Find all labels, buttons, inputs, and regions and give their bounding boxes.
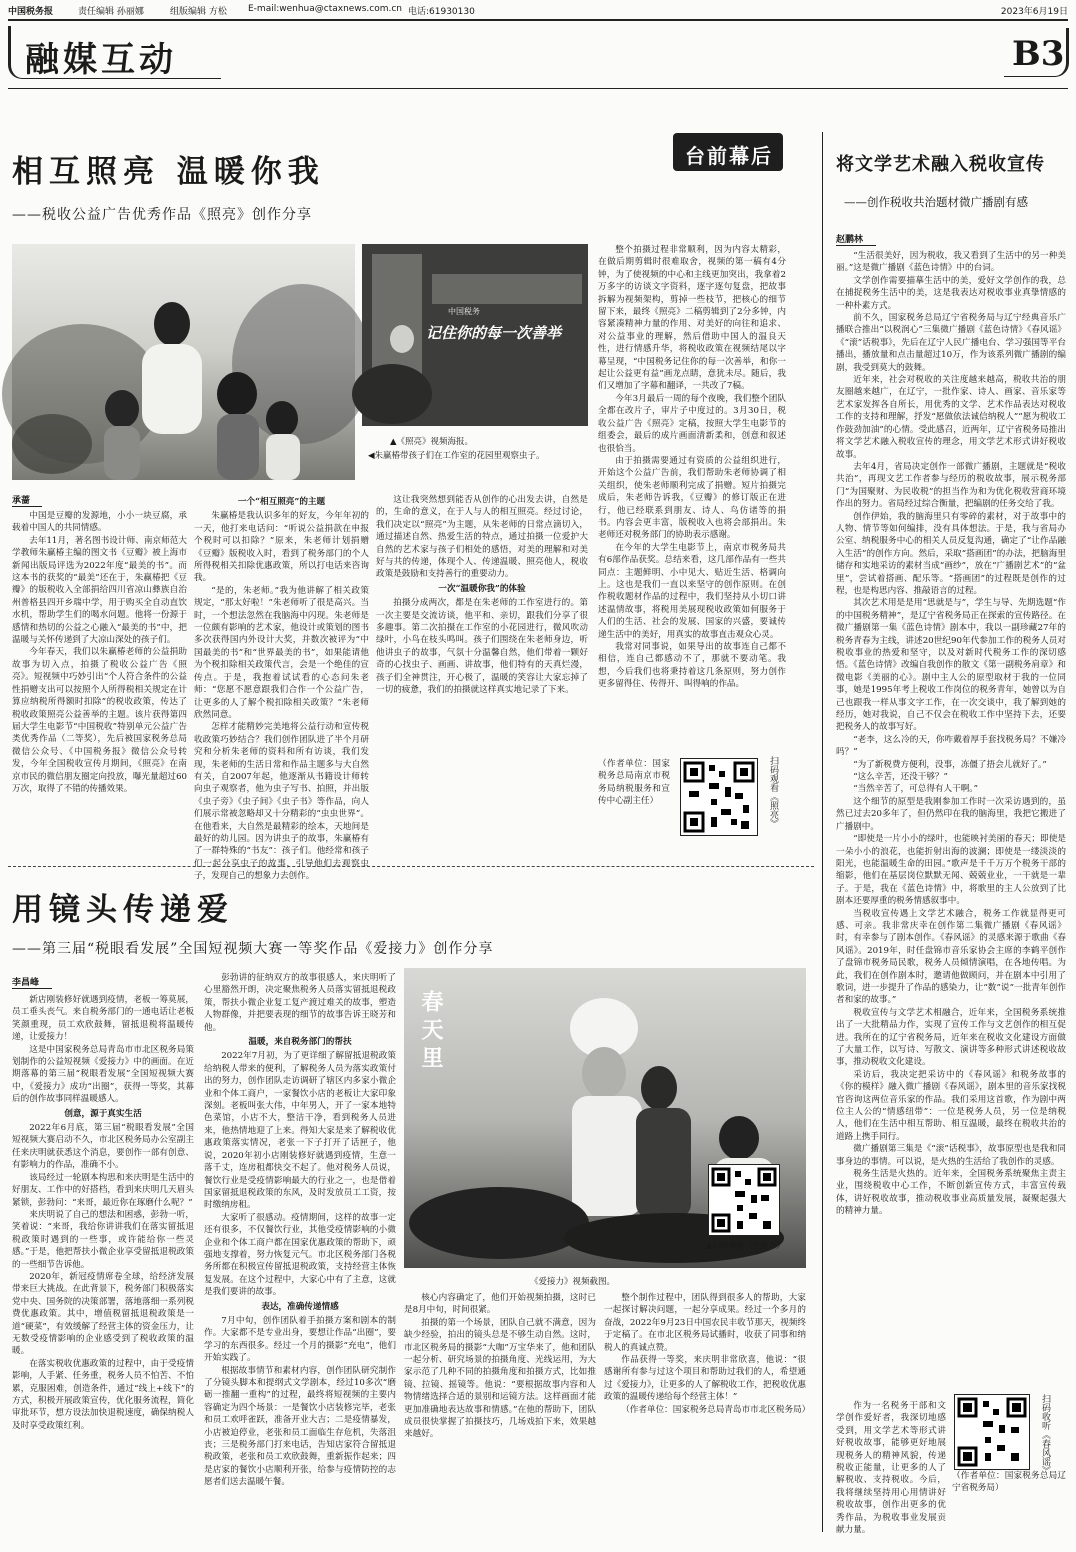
a1-p2: 去年11月，著名图书设计师、南京师范大学教师朱赢椿主编的图文书《豆瓣》被上海市新闻出版局评选为2022年度“最美的书”。而这本书的获奖的“最美”还在于，朱赢椿把《豆瓣》的版税收入全部捐给四川省凉山彝族自治州普格县四开乡瑞中学，用于购买全自动直饮水机，帮助学生们的喝水问题。他将一份源于感情和热切的公益之心融入“最美的书”中，把温暖与关怀传递到了大凉山深处的孩子们。 [12,535,187,646]
article2-col-3 [404,1292,596,1538]
a2-p14: 拍摄的第一个场景，团队自己就不满意，因为缺少经验，拍出的镜头总是不够生动自然。这时，市北区税务局的摄影“大咖”万宝华来了，他和团队一起分析、研究场景的拍摄角度、光线运用，为大家示范了几种不同的拍摄角度和拍摄方式，比如推镜、拉镜、摇镜等。他说：“要根据故事内容和人物情绪选择合适的景别和运镜方法。这样画面才能更加准确地表达故事和情感。”在他的帮助下，团队成员很快掌握了拍摄技巧，几场戏拍下来，效果越来越好。 [404,1317,596,1440]
poster-caption: ▲《照亮》视频海报。 [390,437,474,447]
badge-label: 台前幕后 [685,144,773,168]
a2-sub1: 创意，源于真实生活 [64,1108,142,1119]
a3-p16: 采访后，我决定把采访中的《春风谣》和税务故事的《你的模样》融入微广播剧《春风谣》，剧本里的音乐家找税官咨询这两位音乐家的作品。我们采用这首歌，作为剧中两位主人公的“情感纽带”：一位是税务人员，另一位是纳税人，他们在生活中相互帮助、相互温暖，最终在税收共治的道路上携手同行。 [836,1069,1066,1142]
a3-p12: 这个细节的原型是我刚参加工作时一次采访遇到的，虽然已过去20多年了，但仍然印在我的脑海里，我把它搬进了广播剧中。 [836,796,1066,832]
article1-unit-box [598,758,670,854]
a3-p2: 文学创作需要描摹生活中的美，爱好文学创作的我，总在捕捉税务生活中的美，这是我表达对税收事业真挚情感的一种朴素方式。 [836,275,1066,311]
a2-p15: 整个制作过程中，团队得到很多人的帮助，大家一起探讨解决问题，一起分享成果。经过一个多月的奋战，2022年9月23日中国农民丰收节那天，视频终于定稿了。在市北区税务局试播时，收获了同事和纳税人的真诚点赞。 [604,1293,806,1353]
a2-p1: 新店刚装修好就遇到疫情，老板一筹莫展，员工垂头丧气。来自税务部门的一通电话让老板笑颜重现，员工欢欣鼓舞，留抵退税将温暖传递，让爱接力！ [12,995,194,1043]
article1-qr-caption: 扫码观看《照亮》 [768,756,778,828]
garden-caption: ◀朱赢椿带孩子们在工作室的花园里观察虫子。 [368,451,545,461]
a2-sub2: 温暖，来自税务部门的帮扶 [248,1037,352,1048]
editor: 责任编辑 孙丽娜 [78,7,144,17]
a1-p11: 由于拍摄需要通过有资质的公益组织进行，开始这个公益广告前，我们帮助朱老师协调了相关组织，使朱老师顺利完成了捐赠。短片拍摄完成后，朱老师告诉我，《豆瓣》的修订版正在进行，他已经联系到朋友、诗人、鸟仿诸等的捐书。内容会更丰富，版税收入也将会部捐出。朱老师还对税务部门的协助表示感谢。 [598,455,786,541]
article2-title: 用镜头传递爱 [12,892,234,928]
a2-p10: 大家听了很感动。疫情期间，这样的故事一定还有很多，不仅餐饮行业，其他受疫情影响的小微企业和个体工商户都在国家优惠政策的帮助下，顽强地支撑着，努力恢复元气。市北区税务部门各税务所都在积极宣传留抵退税政策，支持经营主体恢复发展。在这个过程中，大家心中有了主意，这就是我们要讲的故事。 [204,1212,396,1298]
a2-p7: 在落实税收优惠政策的过程中，由于受疫情影响，人手紧、任务重，税务人员不怕苦、不怕累，克服困难，创造条件，通过“线上+线下”的方式，积极开展政策宣传，优化服务流程，简化审批环节，想方设法加快退税速度，确保纳税人及时享受政策红利。 [12,1358,194,1431]
article3-col [836,250,1066,1400]
a2-p12: 根据故事情节和素材内容，创作团队研究制作了分镜头脚本和提纲式文学剧本，经过10多次“磨砺一推翻一重构”的过程，最终将短视频的主要内容确定为四个场景：一是餐饮小店装修完毕，老张和员工欢呼雀跃，准备开业大吉；二是疫情暴发，小店被迫停业，老张和员工面临生存危机，失落沮丧；三是税务部门打来电话，告知店家符合留抵退税政策，老张和员工欢欣鼓舞，重新振作起来；四是店家的餐饮小店顺利开张，给参与疫情防控的志愿者们送去温暖午餐。 [204,1365,396,1488]
a3-p6: 创作伊始，我的脑海里只有零碎的素材，对于故事中的人物、情节等如何编排，没有具体想法。于是，我与省局办公室、纳税服务中心的相关人员反复沟通，确定了“让作品融入生活”的创作方向。然后，采取“搭画团”的办法，把脑海里储存和实地采访的素材当成“画纱”，放在“广播剧艺术”的“盆里”，尝试着搭画、配乐等。“搭画团”的过程既是创作的过程，也是构思内容、推敲语言的过程。 [836,511,1066,596]
qr-pattern-1 [681,759,757,835]
a3-p10: “这么辛苦，还没干够？” [853,772,948,783]
article1-qr-code[interactable] [680,758,758,836]
a1-p10: 今年3月最后一周的每个夜晚，我们整个团队全都在改片子，审片子中度过的。3月30日，税收公益广告《照亮》定稿，按照大学生电影节的组委会，最后的成片画面清新柔和，创意和叙述也很恰当。 [598,393,786,454]
a2-p13: 核心内容确定了，他们开始视频拍摄，这时已是8月中旬，时间很紧。 [404,1293,596,1316]
article1-col-2 [194,494,369,882]
a3-p15: 税收宣传与文学艺术相融合，近年来，全国税务系统推出了一大批精品力作，实现了宣传工作与文艺创作的相互促进。我所在的辽宁省税务局，近年来在税收文化建设方面做了大量工作，以写诗、写散文、演讲等多种形式讲述税收故事，推动税收文化建设。 [836,1007,1066,1068]
poster-small-text: 中国税务 [448,307,480,316]
a2-p4: 该局经过一轮剧本构思和来庆明是生活中的好朋友、工作中的好搭档，看到来庆明几天眉头紧锁，彭勃问：“来哥，最近你在琢磨什么呢？” [12,1172,194,1208]
a1-p7: 这让我突然想到能否从创作的心出发去讲，自然是的，生命的意义，在于人与人的相互照亮。经过讨论，我们决定以“照亮”为主题，从朱老师的日常点滴切入，通过描述自然、热爱生活的特点，通过拍摄一位爱护大自然的艺术家与孩子们相处的感悟，对美的理解和对美好与共的传递，体现个人、传递温暖、照亮他人，税收政策是鼓励和支持善行的重要动力。 [376,495,588,580]
a3-p4: 近年来，社会对税收的关注度越来越高，税收共治的朋友圈越来越广，在辽宁，一批作家、诗人、画家、音乐家等艺术家发挥各自所长，用优秀的文学、艺术作品表达对税收工作的支持和理解，抒发“愿做依法诚信纳税人”“愿为税收工作鼓劲加油”的心情。受此感召，近两年，辽宁省税务局推出将文学艺术融入税收宣传的理念，用文学艺术形式讲好税收故事。 [836,375,1066,460]
a2-p2: 这是中国家税务总局青岛市市北区税务局策划制作的公益短视频《爱接力》中的画面。在近期落幕的第三届“税眼看发展”全国短视频大赛中，《爱接力》成功“出圈”，获得一等奖，其幕后的创作故事同样温暖感人。 [12,1044,194,1105]
a2-unit: （作者单位：国家税务总局青岛市市北区税务局） [621,1404,811,1415]
photo-overlay-text: 春天里 [418,990,444,1074]
a1-p6: 怎样才能精妙完美地将公益行动和宣传税收政策巧妙结合？我们创作团队进了半个月研究和分析朱老师的资料和所有访谈，我们发现，朱老师的生活日常和作品主题多与大自然有关，自2007年起，他逐渐从书籍设计师转向虫子观察者，他为虫子写书、拍照，并出版《虫子旁》《虫子间》《虫子书》等作品，向人们展示常被忽略却又十分精彩的“虫虫世界”。在他看来，大自然是最精彩的绘本，天地间是最好的幼儿园。因为讲虫子的故事，朱赢椿有了一群特殊的“书友”：孩子们。他经常和孩子们一起分享虫子的故事，引导他们去观察虫子，发现自己的想象力去创作。 [194,722,369,882]
a3-p14: 当税收宣传遇上文学艺术融合，税务工作就显得更可感、可亲。我非常庆幸在创作第二集微广播剧《春风谣》时，有幸参与了剧本创作。《春风谣》的灵感来源于歌曲《春风谣》。2019年，时任盘锦市音乐家协会主席的李鹤平创作了盘锦市税务局民歌，税务人员倾情演唱，在各地传唱。为此，我们在创作剧本时，邀请他做顾问，并在剧本中引用了歌词，进一步提升了作品的感染力，让“数”说”一批青年创作者和家的故事。” [836,908,1066,1006]
a2-p11: 7月中旬，创作团队着手拍摄方案和剧本的制作。大家都不是专业出身，要想让作品“出圈”，要学习的东西很多。经过一个月的摄影“充电”，他们开始实践了。 [204,1315,396,1364]
article2-photo-caption: 《爱接力》视频截图。 [530,1277,616,1287]
article1-col-1 [12,510,187,858]
article1-author: 承蔷 [12,493,42,507]
header-rule [8,88,1068,89]
article3-author: 赵鹏林 [836,232,876,246]
a2-sub3: 表达，准确传递情感 [261,1301,339,1312]
article1-poster [362,244,588,426]
a1-p5: “是的，朱老师。”我为他讲解了相关政策规定，“那太好啦！”朱老师听了很是高兴。当时，一个想法忽然在我脑海中闪现。朱老师是一位颇有影响的艺术家，他设计或策划的图书多次获得国内外设计大奖，并数次被评为“中国最美的书”和“世界最美的书”，如果能请他为个税扣除相关政策代言，会是一个绝佳的宣传点。于是，我抱着试试看的心态问朱老师：“您愿不愿意跟我们合作一个公益广告，让更多的人了解个税扣除相关政策？”朱老师欣然同意。 [194,585,369,720]
a3-p7: 其次艺术用是是用“思就是与”，学生与导、先期选题“作的中国税务精神”，是辽宁省税务局正在探索的宣传路径。在微广播剧第一集《蓝色诗情》剧本中，我以一副珍藏27年的税务青春为主线，讲述20世纪90年代参加工作的税务人员对税收事业的热爱和坚守，以及对新时代税务工作的深切感悟。《蓝色诗情》改编自我创作的散文《第一副税务肩章》和微电影《美丽的心》。剧中主人公的原型取材于我的一位同事，她是1995年考上税收工作岗位的税务青年，她曾以为自己也跟我一样从事文字工作，在一次交谈中，我了解到她的经历，她对我说，自己不仅会在税收工作中坚持下去，还要把税务人的故事写好。 [836,598,1066,733]
a1-sub2: 一次“温暖你我”的体验 [438,583,526,594]
article1-col-3 [376,494,588,858]
a2-p8: 彭勃讲的征纳双方的故事很感人，来庆明听了心里豁然开朗，决定聚焦税务人员落实留抵退税政策，帮扶小微企业复工复产渡过难关的故事，塑造人物群像，并把要表现的细节的故事告诉王晓芳和他。 [204,973,396,1033]
qr-pattern-3 [955,1395,1029,1469]
a1-p1: 中国是豆瓣的发源地，小小一块豆腐，承载着中国人的共同情感。 [12,511,187,534]
a2-p3: 2022年6月底，第三届“税眼看发展”全国短视频大赛启动不久，市北区税务局办公室副主任来庆明就获悉这个消息，要创作一部有创意、有影响力的作品，准确不小。 [12,1123,194,1171]
a3-p11: “当然辛苦了，可总得有人干啊。” [853,784,978,795]
a2-p16: 作品获得一等奖，来庆明非常欣喜，他说：“很感谢所有参与过这个项目和帮助过我们的人，希望通过《爱接力》，让更多的人了解税收工作，把税收优惠政策的温暖传递给每个经营主体！” [604,1355,806,1403]
article1-photo-garden [12,244,355,480]
a1-p13: 我常对同事说，如果导出的故事连自己都不相信，连自己都感动不了，那就不要动笔。我想，今后我们也将秉持着这几条原则，努力创作更多留得住、传得开、叫得响的作品。 [598,642,786,690]
a1-sub1: 一个“相互照亮”的主题 [237,497,326,507]
a3-p8: “老李，这么冷的天，你咋戴着厚手套找税务局？不嫌冷吗？” [836,734,1066,758]
a3-p1: “生活很美好，因为税收，我又看到了生活中的另一种美丽。”这是微广播剧《蓝色诗情》中的台词。 [836,251,1066,274]
paper-name: 中国税务报 [8,7,54,17]
section-title: 融媒互动 [25,40,177,80]
article3-col-end [836,1400,946,1536]
a3-p9: “为了新税费方便利，没事，冻僵了捂会儿就好了。” [853,759,1047,770]
a3-p13: “即使是一片小小的绿叶，也能映衬美丽的春天；即使是一朵小小的浪花，也能折射出海的波澜；即使是一缕淡淡的阳光，也能温暖生命的田园。”歌声是千千万万个税务干部的缩影，他们在基层岗位默默无闻、兢兢业业，一干就是一辈子。于是，我在《蓝色诗情》中，将歌里的主人公放到了比剧本还要厚重的税务情感叙事中。 [836,834,1066,907]
a2-p5: 来庆明说了自己的想法和困惑，彭勃一听，笑着说：“来哥，我给你讲讲我们在落实留抵退税政策时遇到的一些事，或许能给你一些灵感。”于是，他把帮扶小微企业享受留抵退税政策的一些细节告诉他。 [12,1209,194,1270]
article2-qr-caption: ▲扫码观看《爱接力》 [706,1241,785,1250]
article2-col-2 [204,972,396,1538]
article3-deck: ——创作税收共治题材微广播剧有感 [844,195,1028,209]
a3-p17: 微广播剧第三集是《“滚”话税事》，故事原型也是我和同事身边的事情。可以说，是火热的生活给了我创作的灵感。 [836,1144,1066,1167]
masthead-bar [8,4,1068,18]
qr-pattern-2 [709,1165,779,1235]
article1-title: 相互照亮 温暖你我 [12,154,325,190]
article3-title: 将文学艺术融入税收宣传 [836,154,1045,175]
a1-p3: 今年春天，我们以朱赢椿老师的公益捐助故事为切入点，拍摄了税收公益广告《照亮》。短视频中巧妙引出“个人符合条件的公益性捐赠支出可以按照个人所得税相关规定在计算应纳税所得额时扣除”的税收政策，传达了税收政策照亮公益善举的主题。该片获得第四届大学生电影节“中国税收”特别单元公益广告类优秀作品（二等奖），先后被国家税务总局微信公众号、《中国税务报》微信公众号转发，今年全国税收宣传月期间，《照亮》在南京市民的微信朋友圈定向投放，曝光量超过60万次，取得了不错的传播效果。 [12,647,187,794]
a3-p18: 税务生活是火热的。近年来，全国税务系统聚焦主责主业，围绕税收中心工作，不断创新宣传方式，丰富宣传载体，讲好税收故事，推动税收事业高质量发展，凝聚起强大的精神力量。 [836,1169,1066,1217]
article2-qr-code[interactable] [708,1164,780,1236]
a3-p3: 前不久，国家税务总局辽宁省税务局与辽宁经典音乐广播联合推出“以税润心”三集微广播剧《蓝色诗情》《春风谣》《“滚”话税事》，先后在辽宁人民广播电台、学习强国等平台播出，播放量和点击量超过10万，作为该系列微广播剧的编剧，我受到莫大的鼓舞。 [836,313,1066,373]
article3-qr-code[interactable] [954,1394,1030,1470]
section-header-frame [8,26,221,79]
a2-p9: 2022年7月初，为了更详细了解留抵退税政策给纳税人带来的便利，了解税务人员为落实政策付出的努力，创作团队走访调研了辖区内多家小微企业和个体工商户，一家餐饮小店的老板让大家印象深刻。老板叫张大伟，中年男人，开了一家本地特色菜馆，小店不大，整洁干净，看到税务人员进来，他热情地迎了上来。得知大家是来了解税收优惠政策落实情况，老张一下子打开了话匣子，他说，2020年初小店刚装修好就遇到疫情，生意一落千丈，连房租都快交不起了。他对税务人员说，餐饮行业是受疫情影响最大的行业之一，也是借着国家留抵退税政策的东风，及时发放员工工资，按时缴纳房租。 [204,1051,396,1211]
a1-p9: 整个拍摄过程非常顺利，因为内容太精彩，在做后期剪辑时很难取舍，视频的第一稿有4分钟，为了使视频的中心和主线更加突出，我拿着2万多字的访谈文字资料，逐字逐句复盘，把故事拆解为视频架构，剪掉一些枝节，把核心的细节留下来，最终《照亮》二稿剪辑到了2分多钟，内容紧凑精神力量的作用、对美好的向往和追求、对公益事业的理解，然后借助中国人的温良天性，进行情感升华，将税收政策在视频结尾以字幕呈现，“中国税务记住你的每一次善举，和你一起让公益更有益”画龙点睛，意犹未尽。随后，我们又增加了字幕和翻译，一共改了7稿。 [598,245,786,392]
column-divider [822,132,823,1532]
a3-p5: 去年4月，省局决定创作一部微广播剧，主题就是“税收共治”，再现文艺工作者参与经历的税收故事，展示税务部门“为国聚财、为民收税”的担当作为和为优化税收营商环境作出的努力。省局经过综合衡量，把编剧的任务交给了我。 [836,461,1066,510]
layout-editor: 组版编辑 方松 [170,7,227,17]
masthead-rule [8,19,1068,21]
a1-p12: 在今年的大学生电影节上，南京市税务局共有6部作品获奖。总结来看，这几部作品有一些共同点：主题鲜明、小中见大、贴近生活、格调向上。这也是我们一直以来坚守的创作原则。在创作税收题材作品的过程中，我们坚持从小切口讲述温情故事，将税用美展现税收政策如何服务于人们的生活、社会的发展、国家的兴盛，要诚传递生活中的美好，用真实的故事直击观众心灵。 [598,542,786,640]
article-divider [8,866,814,868]
email: E-mail:wenhua@ctaxnews.com.cn [248,4,402,14]
poster-title: 记住你的每一次善举 [426,324,562,342]
page-number: B3 [1012,34,1065,74]
article3-qr-caption: 扫码收听《春风谣》 [1040,1394,1050,1475]
a3-unit: （作者单位：国家税务总局辽宁省税务局） [952,1471,1066,1494]
phone: 电话:61930130 [408,7,475,17]
page-number-frame [1004,28,1069,77]
garden-illustration [12,244,355,480]
article2-author: 李昌峰 [12,975,52,989]
article1-badge [673,133,783,171]
article2-col-1 [12,994,194,1538]
article1-deck: ——税收公益广告优秀作品《照亮》创作分享 [12,207,312,223]
a1-unit: （作者单位：国家税务总局南京市税务局纳税服务和宣传中心副主任） [598,759,670,807]
a2-p6: 2020年，新冠疫情席卷全球，给经济发展带来巨大挑战。在此背景下，税务部门积极落实党中央、国务院的决策部署，落地落细一系列税费优惠政策。其中，增值税留抵退税政策是一道“硬菜”，有效缓解了经营主体的资金压力，让无数受疫情影响的企业感受到了税收政策的温暖。 [12,1271,194,1357]
issue-date: 2023年6月19日 [1000,7,1068,17]
a1-p8: 拍摄分成两次，都是在朱老师的工作室进行的。第一次主要是交流访谈，他平和、亲切，跟我们分享了很多趣事。第二次拍摄在工作室的小花园进行，微风吹动绿叶，小鸟在枝头鸣叫。孩子们围绕在朱老师身边，听他讲虫子的故事，气氛十分温馨自然，他们带着一颗好奇的心找虫子、画画、讲故事，他们特有的天真烂漫，孩子们全神贯注，开心极了，温暖的笑容让大家忘掉了一切的疲惫，我们的拍摄就这样真实地记录了下来。 [376,598,588,696]
article2-deck: ——第三届“税眼看发展”全国短视频大赛一等奖作品《爱接力》创作分享 [12,941,494,957]
a1-p4: 朱赢椿是我认识多年的好友，今年年初的一天，他打来电话问：“听说公益捐款在申报个税时可以扣除？”原来，朱老师计划捐赠《豆瓣》版税收入时，看到了税务部门的个人所得税相关扣除优惠政策，所以打电话来咨询我。 [194,511,369,584]
article2-col-4 [604,1292,811,1538]
a3-p19: 作为一名税务干部和文学创作爱好者，我深切地感受到，用文学艺术等形式讲好税收故事，能够更好地展现税务人的精神风貌，传递税收正能量，让更多的人了解税收、支持税收。今后，我将继续坚持用心用情讲好税收故事，创作出更多的优秀作品，为税收事业发展贡献力量。 [836,1401,946,1536]
